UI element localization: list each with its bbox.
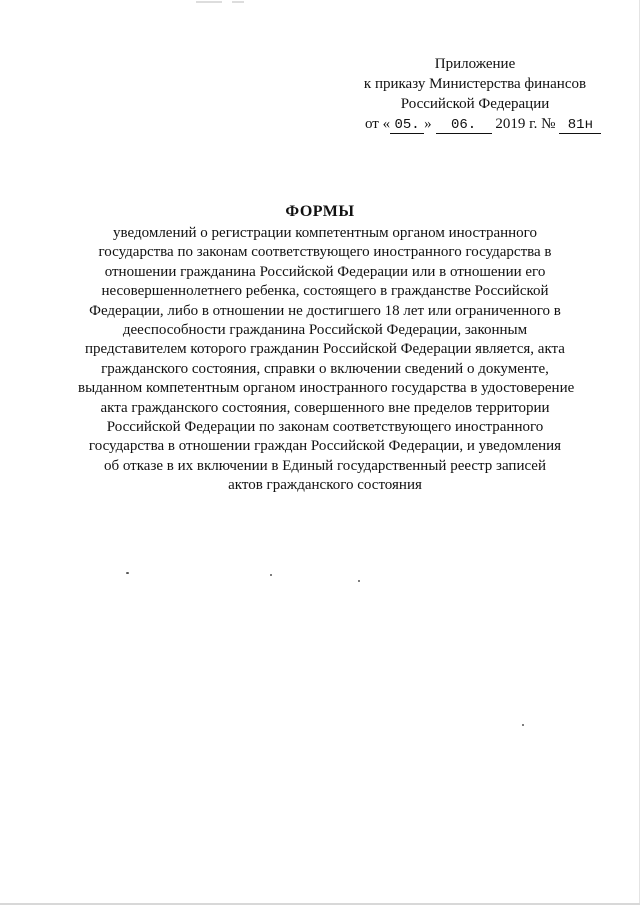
handwritten-month: 06. [436, 117, 492, 134]
year-and-number-label: 2019 г. № [495, 116, 556, 132]
description-line: государства по законам соответствующего иностранного государства в [98, 244, 552, 261]
appendix-header [340, 54, 610, 134]
handwritten-order-number: 81н [559, 117, 601, 134]
date-prefix: от « [365, 116, 391, 132]
description-line: представителем которого гражданин Российской Федерации является, акта [85, 341, 565, 358]
description-line: гражданского состояния, справки о включении сведений о документе, [101, 360, 549, 377]
description-line: государства в отношении граждан Российской Федерации, и уведомления [88, 438, 562, 455]
order-country: Российской Федерации [400, 96, 550, 112]
order-ministry: к приказу Министерства финансов [363, 76, 587, 92]
description-line: Российской Федерации по законам соответствующего иностранного [106, 419, 544, 436]
appendix-label: Приложение [434, 56, 516, 72]
description-line: несовершеннолетнего ребенка, состоящего в гражданстве Российской [101, 283, 549, 300]
scan-top-marks [0, 0, 640, 6]
description-line: отношении гражданина Российской Федерации или в отношении его [104, 263, 546, 280]
scan-speck [126, 572, 129, 574]
scan-speck [358, 580, 360, 582]
description-line: уведомлений о регистрации компетентным органом иностранного [113, 225, 537, 241]
description-line: Федерации, либо в отношении не достигшего 18 лет или ограниченного в [89, 302, 561, 319]
scan-speck [522, 724, 524, 726]
handwritten-day: 05. [390, 117, 424, 134]
order-date-line [340, 114, 610, 134]
date-quote-close: » [424, 116, 432, 132]
document-title: ФОРМЫ [285, 203, 355, 220]
description-line: дееспособности гражданина Российской Федерации, законным [122, 322, 528, 339]
document-description [78, 224, 575, 496]
description-line: акта гражданского состояния, совершенного вне пределов территории [100, 399, 550, 416]
description-line: актов гражданского состояния [228, 477, 422, 494]
description-line: выданном компетентным органом иностранного государства в удостоверение [78, 380, 575, 397]
scan-speck [270, 574, 272, 576]
description-line: об отказе в их включении в Единый государственный реестр записей [104, 457, 546, 474]
